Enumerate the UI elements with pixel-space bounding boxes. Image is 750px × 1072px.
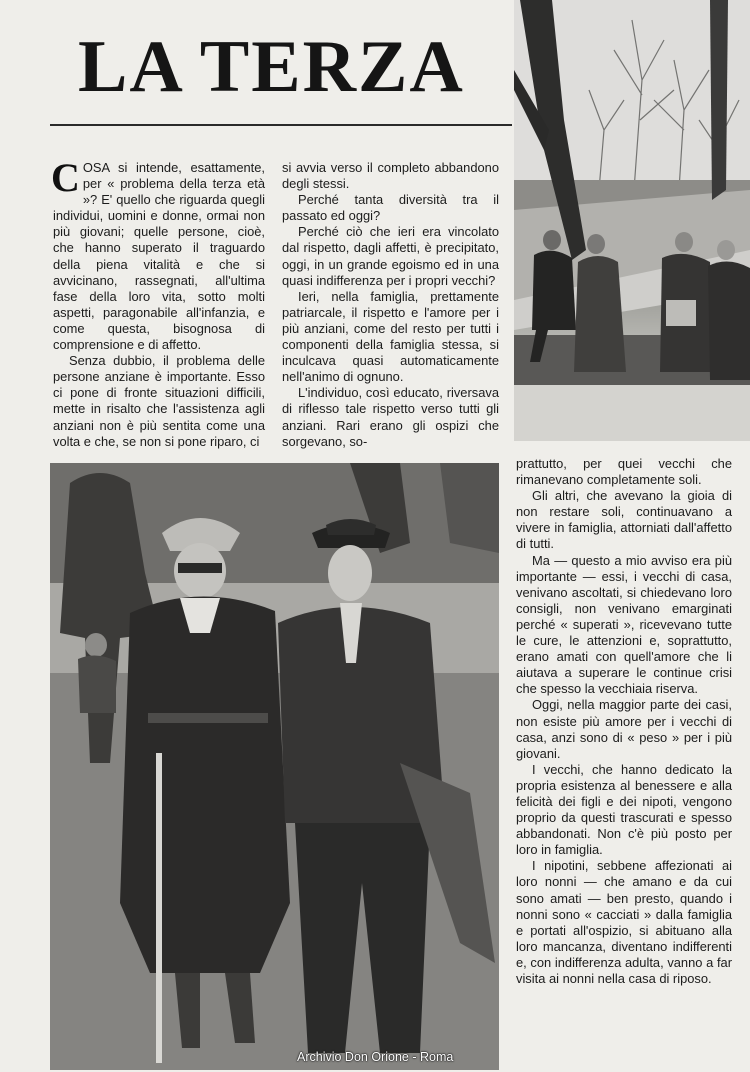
article-paragraph: L'individuo, così educato, riversava di riflesso tale rispetto verso tutti gli anziani. Rari erano gli ospizi che sorgevano, so-: [282, 385, 499, 449]
article-paragraph: Oggi, nella maggior parte dei casi, non esiste più amore per i vecchi di casa, anzi sono di « peso » per i più giovani.: [516, 697, 732, 761]
article-paragraph: si avvia verso il completo abbandono degli stessi.: [282, 160, 499, 192]
article-paragraph: Gli altri, che avevano la gioia di non restare soli, continuavano a vivere in famiglia, attorniati dall'affetto di tutti.: [516, 488, 732, 552]
article-paragraph: [51, 155, 265, 353]
article-column-3: [516, 456, 732, 987]
article-paragraph: I nipotini, sebbene affezionati ai loro nonni — che amano e da cui sono amati — ben presto, quando i nonni sono « cacciati » dalla famiglia e portati all'ospizio, si abituano alla loro mancanza, diventano indifferenti e, con indifferenza adulta, vanno a far visita ai nonni nella casa di riposo.: [516, 858, 732, 986]
headline: LA TERZA: [78, 26, 465, 108]
article-paragraph: Ieri, nella famiglia, prettamente patriarcale, il rispetto e l'amore per i più anziani, come del resto per tutti i componenti della famiglia stessa, si inculcava quasi automaticamente nell'animo di ognuno.: [282, 288, 499, 385]
article-column-2: [282, 160, 499, 450]
article-paragraph: Ma — questo a mio avviso era più importante — essi, i vecchi di casa, venivano ascoltati, si chiedevano loro consigli, non venivano emarginati perché « superati », ricevevano tutte le cure, le attenzioni e, soprattutto, erano amati con quell'amore che li aiutava a superare le continue crisi che spesso la vecchiaia riserva.: [516, 552, 732, 697]
archive-credit: Archivio Don Orione - Roma: [297, 1050, 454, 1064]
article-column-1: [51, 155, 265, 450]
paragraph-text: OSA si intende, esattamente, per « problema della terza età »? E' quello che riguarda quegli individui, uomini e donne, ormai non più giovani; quelle persone, cioè, che hanno superato il traguardo della piena vitalità e che si avvicinano, rassegnati, all'ultima fase della loro vita, sotto molti aspetti, paragonabile all'infanzia, e come questa, bisognosa di comprensione e di affetto.: [53, 160, 265, 353]
photo-park-bench: [514, 0, 750, 441]
photo-couple-walking: [50, 463, 499, 1070]
drop-cap: C: [51, 155, 80, 200]
headline-rule: [50, 124, 512, 126]
article-paragraph: Perché tanta diversità tra il passato ed oggi?: [282, 192, 499, 224]
article-paragraph: I vecchi, che hanno dedicato la propria esistenza al benessere e alla felicità dei figli e dei nipoti, vengono proprio da questi trascurati e spesso abbandonati. Non c'è più posto per loro in famiglia.: [516, 761, 732, 858]
article-paragraph: Perché ciò che ieri era vincolato dal rispetto, dagli affetti, è precipitato, oggi, in un grande egoismo ed in una quasi indifferenza per i propri vecchi?: [282, 224, 499, 288]
article-paragraph: prattutto, per quei vecchi che rimanevano completamente soli.: [516, 456, 732, 488]
article-paragraph: Senza dubbio, il problema delle persone anziane è importante. Esso ci pone di fronte situazioni difficili, mette in risalto che l'assistenza agli anziani non è più sentita come una volta e che, se non si pone riparo, ci: [53, 353, 265, 449]
